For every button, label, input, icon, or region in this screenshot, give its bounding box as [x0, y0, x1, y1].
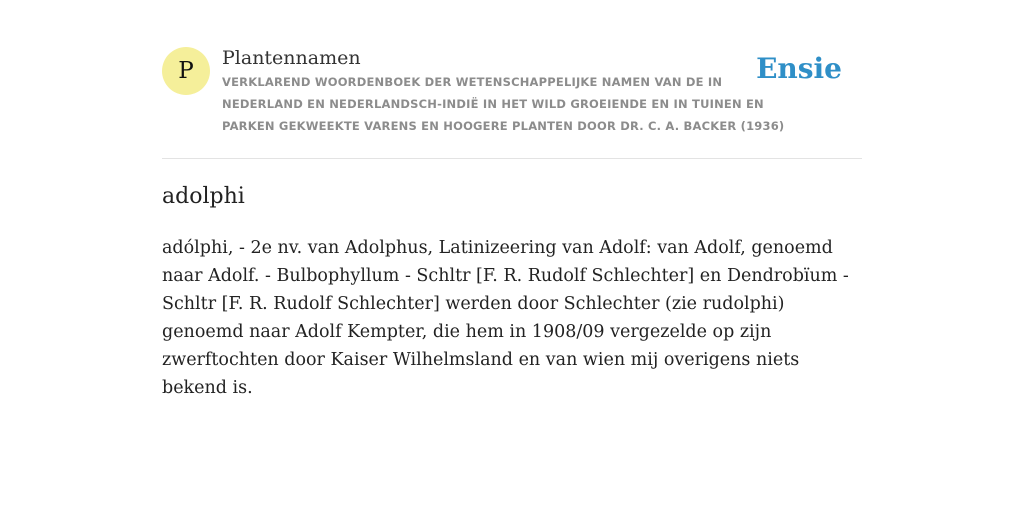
entry-headword: adolphi [162, 184, 245, 209]
dictionary-avatar[interactable]: P [162, 47, 210, 95]
dictionary-subtitle: VERKLAREND WOORDENBOEK DER WETENSCHAPPELIJKE NAMEN VAN DE IN NEDERLAND EN NEDERLANDSCH-INDIË IN HET WILD GROEIENDE EN IN TUINEN EN PARKEN GEKWEEKTE VARENS EN HOOGERE PLANTEN DOOR DR. C. A. BACKER (1936) [222, 75, 785, 133]
entry-definition: adólphi, - 2e nv. van Adolphus, Latinizeering van Adolf: van Adolf, genoemd naar Adolf. - Bulbophyllum - Schltr [F. R. Rudolf Schlechter] en Dendrobïum - Schltr [F. R. Rudolf Schlechter] werden door Schlechter (zie rudolphi) genoemd naar Adolf Kempter, die hem in 1908/09 vergezelde op zijn zwerftochten door Kaiser Wilhelmsland en van wien mij overigens niets bekend is. [162, 238, 849, 398]
dictionary-title[interactable]: Plantennamen [222, 47, 361, 69]
dictionary-header [162, 46, 862, 159]
ensie-logo[interactable]: Ensie [756, 52, 842, 85]
